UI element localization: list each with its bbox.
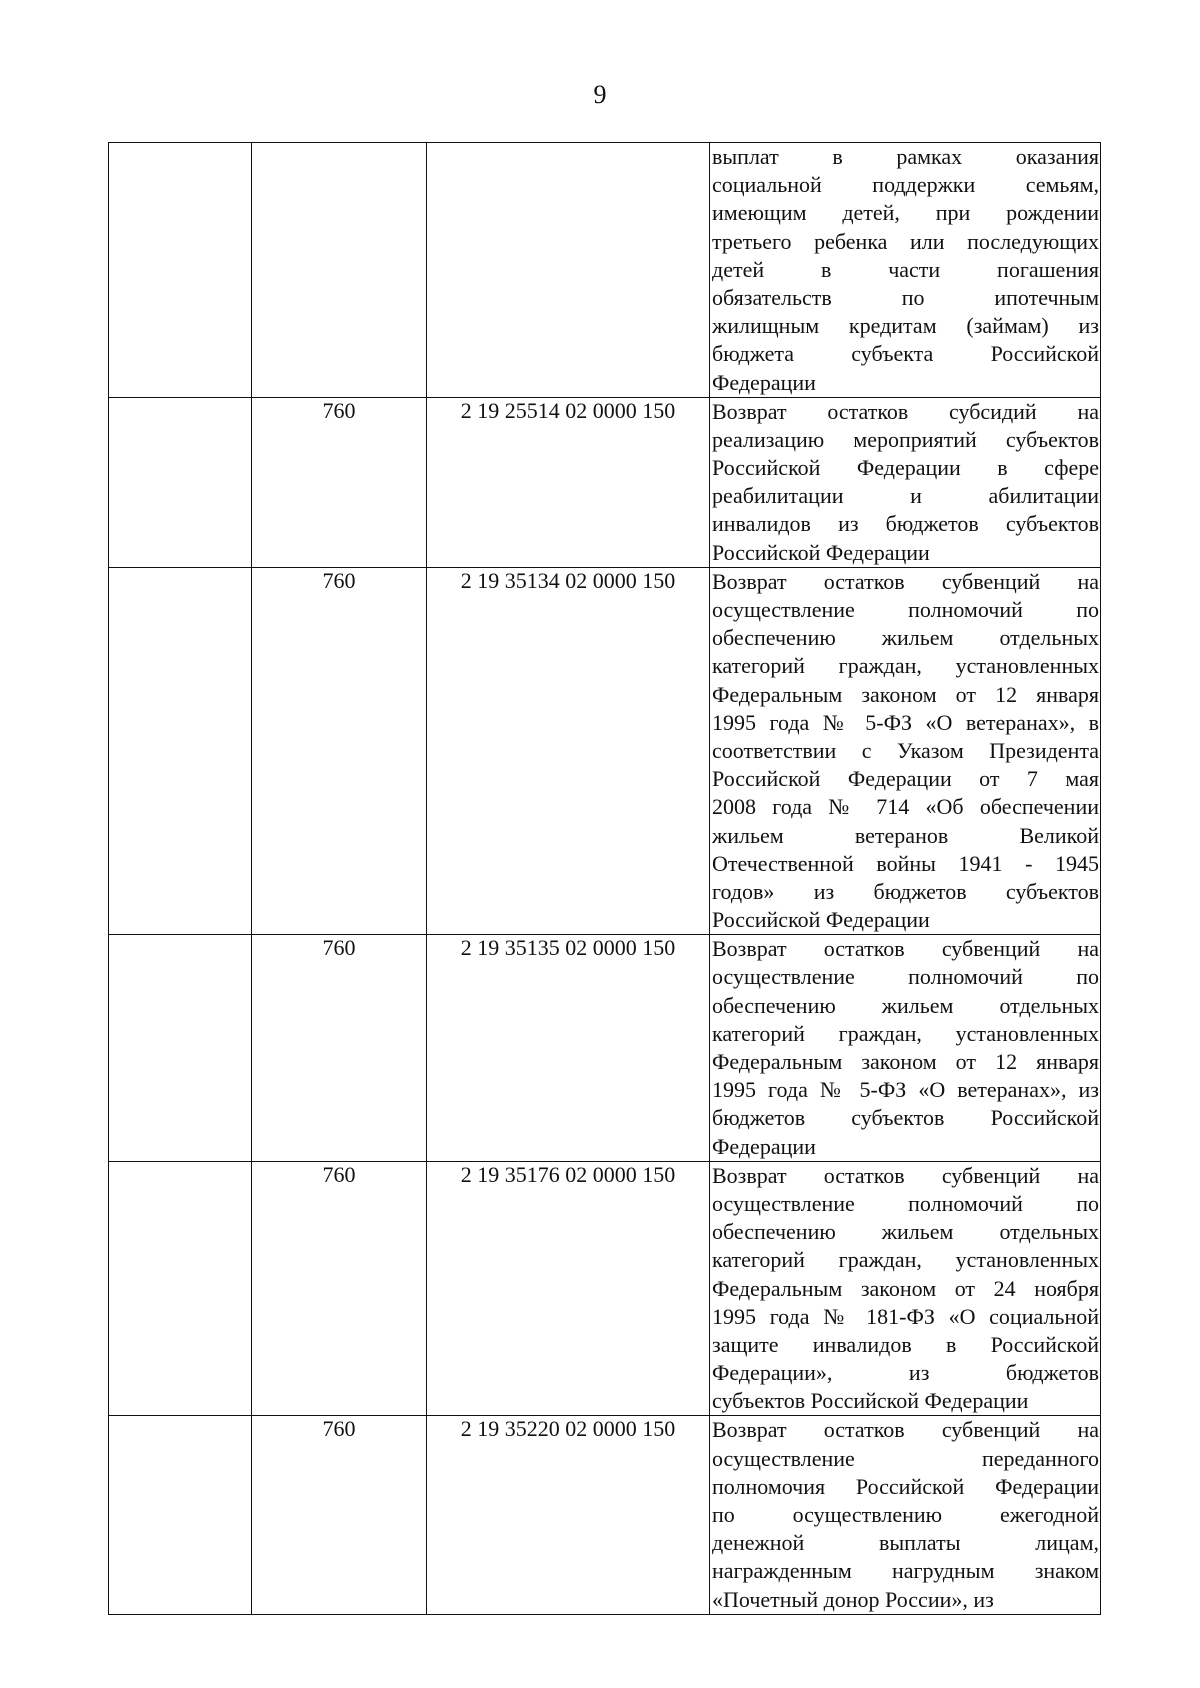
description-cell — [710, 567, 1101, 934]
empty-cell — [109, 935, 252, 1162]
empty-cell — [109, 143, 252, 398]
budget-classification-code-cell: 2 19 35220 02 0000 150 — [427, 1416, 710, 1614]
description-cell — [710, 1161, 1101, 1416]
description-line: обеспечению жильем отдельных — [712, 625, 1099, 651]
description-line: Российской Федерации от 7 мая — [712, 766, 1099, 792]
description-line: обязательств по ипотечным — [712, 284, 1099, 310]
description-text — [710, 1162, 1100, 1416]
description-line: выплат в рамках оказания — [712, 144, 1099, 169]
admin-code-cell: 760 — [252, 397, 427, 567]
description-line: реализацию мероприятий субъектов — [712, 426, 1099, 452]
empty-cell — [109, 567, 252, 934]
description-line: 1995 года № 5-ФЗ «О ветеранах», из — [712, 1077, 1099, 1103]
description-line: бюджетов субъектов Российской — [712, 1105, 1099, 1131]
description-text — [710, 143, 1100, 397]
table-row — [109, 1416, 1101, 1614]
description-line: денежной выплаты лицам, — [712, 1530, 1099, 1556]
budget-classification-code-cell — [427, 143, 710, 398]
description-line: Возврат остатков субвенций на — [712, 1417, 1099, 1443]
description-line: Российской Федерации — [712, 907, 930, 933]
empty-cell — [109, 1416, 252, 1614]
admin-code-cell: 760 — [252, 935, 427, 1162]
description-line: «Почетный донор России», из — [712, 1586, 994, 1612]
description-line: Федерации», из бюджетов — [712, 1360, 1099, 1386]
description-text — [710, 935, 1100, 1161]
description-line: 1995 года № 181-ФЗ «О социальной — [712, 1303, 1099, 1329]
description-line: категорий граждан, установленных — [712, 1247, 1099, 1273]
description-line: третьего ребенка или последующих — [712, 228, 1099, 254]
description-text — [710, 568, 1100, 934]
description-line: Российской Федерации — [712, 539, 930, 565]
description-line: по осуществлению ежегодной — [712, 1502, 1099, 1527]
description-line: осуществление полномочий по — [712, 964, 1099, 990]
description-line: Федеральным законом от 12 января — [712, 681, 1099, 707]
description-line: годов» из бюджетов субъектов — [712, 878, 1099, 904]
description-line: социальной поддержки семьям, — [712, 172, 1099, 198]
description-line: осуществление полномочий по — [712, 1190, 1099, 1216]
description-line: Российской Федерации в сфере — [712, 455, 1099, 481]
description-line: Федерации — [712, 1133, 816, 1159]
description-line: инвалидов из бюджетов субъектов — [712, 511, 1099, 537]
description-line: категорий граждан, установленных — [712, 1020, 1099, 1046]
description-line: осуществление переданного — [712, 1445, 1099, 1471]
description-line: обеспечению жильем отдельных — [712, 1219, 1099, 1245]
description-text — [710, 1416, 1100, 1613]
description-line: 1995 года № 5-ФЗ «О ветеранах», в — [712, 709, 1099, 735]
description-line: соответствии с Указом Президента — [712, 737, 1099, 763]
description-line: Возврат остатков субвенций на — [712, 568, 1099, 594]
admin-code-cell: 760 — [252, 1161, 427, 1416]
description-line: обеспечению жильем отдельных — [712, 992, 1099, 1018]
table-row — [109, 567, 1101, 934]
description-line: Отечественной войны 1941 - 1945 — [712, 850, 1099, 876]
description-cell — [710, 143, 1101, 398]
budget-classification-code-cell: 2 19 25514 02 0000 150 — [427, 397, 710, 567]
budget-classification-code-cell: 2 19 35176 02 0000 150 — [427, 1161, 710, 1416]
description-line: защите инвалидов в Российской — [712, 1331, 1099, 1357]
description-line: жильем ветеранов Великой — [712, 822, 1099, 848]
description-text — [710, 398, 1100, 567]
budget-classification-code-cell: 2 19 35134 02 0000 150 — [427, 567, 710, 934]
description-line: Возврат остатков субвенций на — [712, 1162, 1099, 1188]
description-cell — [710, 1416, 1101, 1614]
table-row — [109, 397, 1101, 567]
description-line: Федеральным законом от 24 ноября — [712, 1275, 1099, 1301]
admin-code-cell: 760 — [252, 567, 427, 934]
description-line: жилищным кредитам (займам) из — [712, 313, 1099, 339]
description-line: Возврат остатков субсидий на — [712, 398, 1099, 424]
table-row — [109, 1161, 1101, 1416]
table-row — [109, 935, 1101, 1162]
description-line: субъектов Российской Федерации — [712, 1388, 1029, 1414]
description-line: осуществление полномочий по — [712, 597, 1099, 622]
description-line: 2008 года № 714 «Об обеспечении — [712, 794, 1099, 820]
description-line: детей в части погашения — [712, 256, 1099, 282]
page-number: 9 — [593, 80, 607, 109]
table-row — [109, 143, 1101, 398]
description-cell — [710, 397, 1101, 567]
table-body — [109, 143, 1101, 1615]
description-line: имеющим детей, при рождении — [712, 200, 1099, 226]
description-cell — [710, 935, 1101, 1162]
description-line: реабилитации и абилитации — [712, 483, 1099, 509]
description-line: категорий граждан, установленных — [712, 653, 1099, 679]
description-line: награжденным нагрудным знаком — [712, 1558, 1099, 1584]
admin-code-cell — [252, 143, 427, 398]
admin-code-cell: 760 — [252, 1416, 427, 1614]
description-line: бюджета субъекта Российской — [712, 341, 1099, 367]
description-line: Федеральным законом от 12 января — [712, 1049, 1099, 1074]
empty-cell — [109, 1161, 252, 1416]
description-line: Возврат остатков субвенций на — [712, 936, 1099, 962]
budget-classification-code-cell: 2 19 35135 02 0000 150 — [427, 935, 710, 1162]
description-line: полномочия Российской Федерации — [712, 1473, 1099, 1499]
empty-cell — [109, 397, 252, 567]
budget-codes-table — [108, 142, 1101, 1615]
description-line: Федерации — [712, 369, 816, 395]
